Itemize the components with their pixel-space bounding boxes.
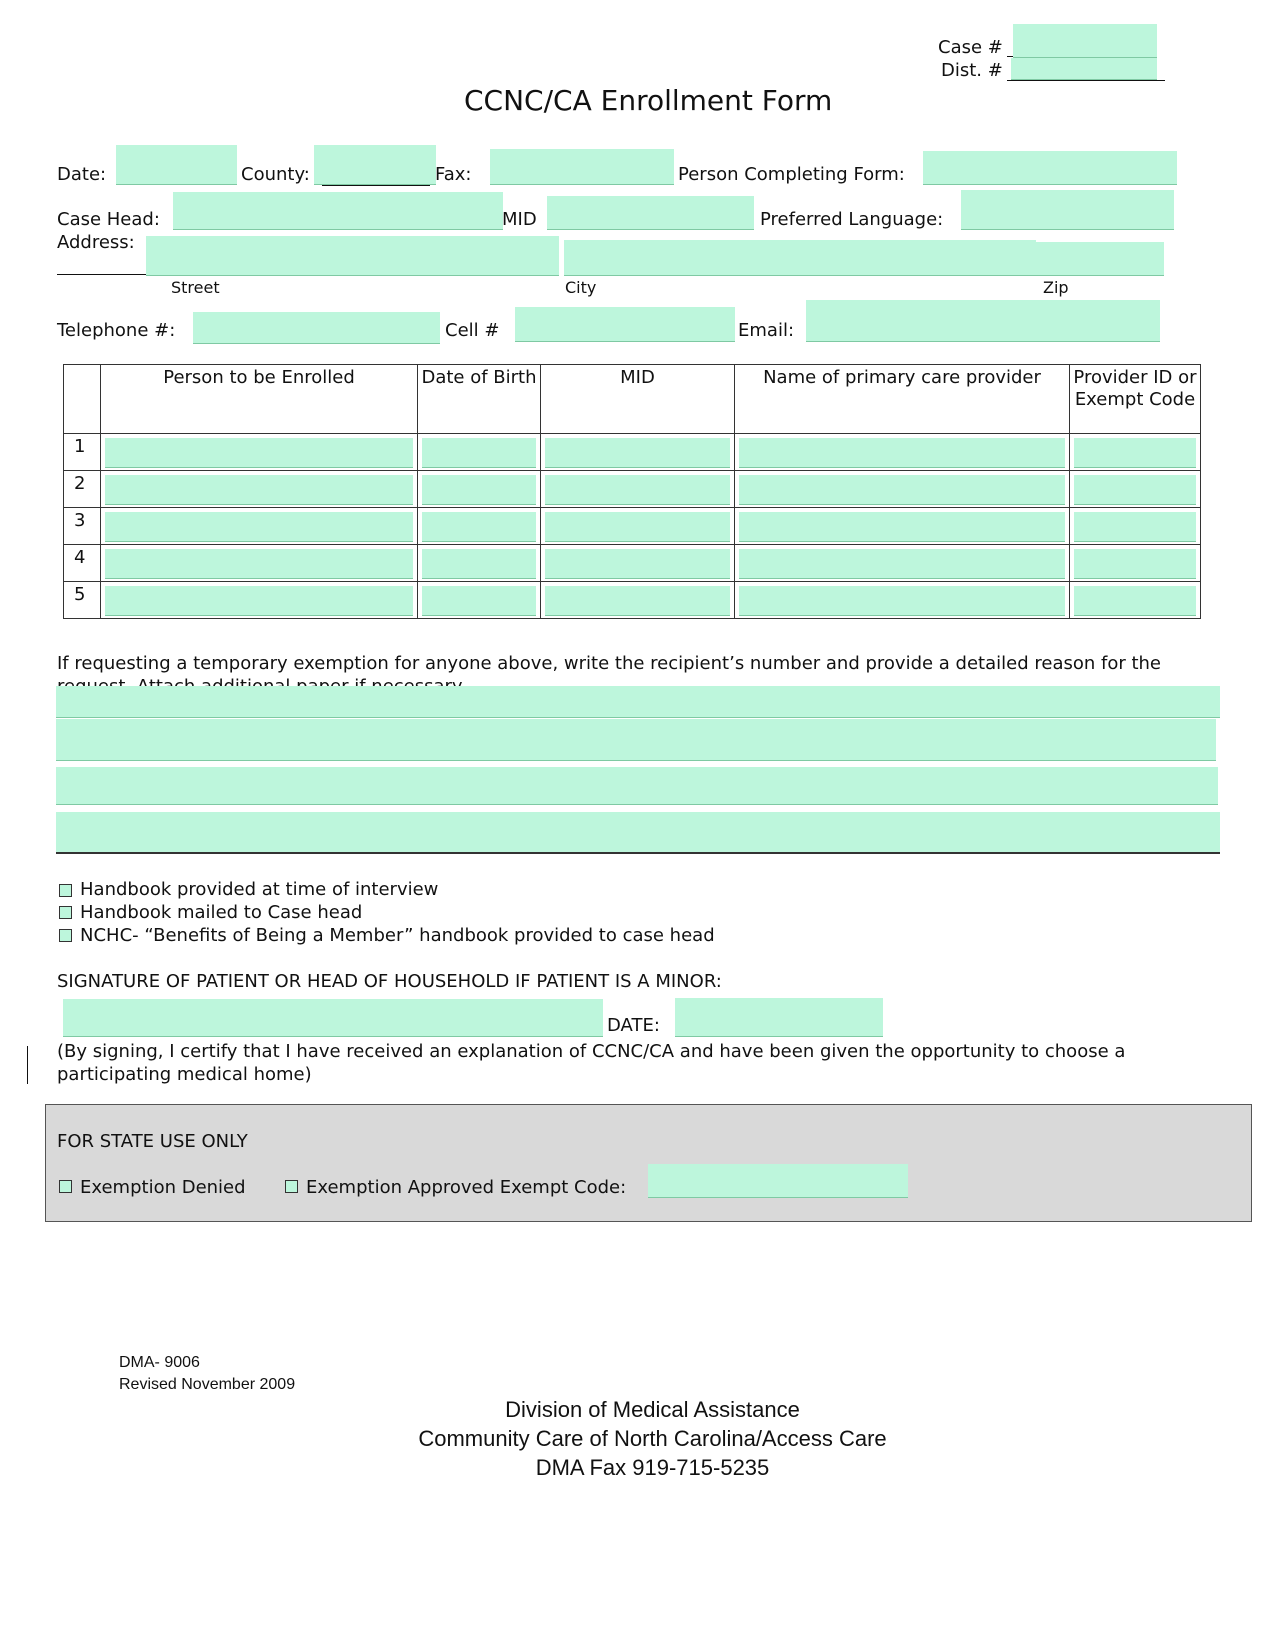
person-cell[interactable] (101, 545, 418, 582)
exemption-line-4[interactable] (56, 812, 1220, 854)
table-header-mid: MID (541, 365, 735, 434)
mid-cell[interactable] (541, 471, 735, 508)
cell-field[interactable] (515, 307, 735, 342)
revised-date: Revised November 2009 (119, 1376, 296, 1393)
row-number: 4 (64, 545, 101, 582)
exemption-instructions: If requesting a temporary exemption for anyone above, write the recipient’s number and provide a detailed reason for the (57, 653, 1162, 674)
preferred-language-field[interactable] (961, 190, 1174, 230)
table-header-provider: Name of primary care provider (735, 365, 1070, 434)
preferred-language-label: Preferred Language: (760, 209, 944, 230)
table-row (64, 582, 1201, 619)
nchc-handbook-checkbox[interactable] (59, 929, 72, 942)
fax-field[interactable] (490, 149, 674, 185)
row-number: 1 (64, 434, 101, 471)
mid-cell[interactable] (541, 508, 735, 545)
footer-fax: DMA Fax 919-715-5235 (535, 1455, 770, 1480)
date-label: Date: (57, 164, 107, 185)
exemption-denied-label: Exemption Denied (80, 1177, 246, 1198)
handbook-interview-checkbox[interactable] (59, 884, 72, 897)
exemption-approved-checkbox[interactable] (285, 1180, 298, 1193)
exempt-code-field[interactable] (648, 1164, 908, 1198)
provider-cell[interactable] (735, 545, 1070, 582)
person-cell[interactable] (101, 582, 418, 619)
enrollment-table (63, 364, 1201, 619)
zip-field[interactable] (1036, 242, 1164, 276)
row-number: 3 (64, 508, 101, 545)
provider-cell[interactable] (735, 508, 1070, 545)
telephone-field[interactable] (193, 312, 440, 344)
street-field[interactable] (146, 236, 559, 276)
street-caption: Street (171, 278, 220, 297)
city-caption: City (565, 278, 597, 297)
date-field[interactable] (116, 145, 237, 185)
table-row (64, 545, 1201, 582)
signature-field[interactable] (63, 999, 603, 1037)
email-label: Email: (738, 320, 795, 341)
footer-division: Division of Medical Assistance (505, 1397, 800, 1422)
person-completing-label: Person Completing Form: (678, 164, 905, 185)
address-underline (57, 254, 147, 275)
footer-program: Community Care of North Carolina/Access Care (418, 1426, 887, 1451)
certify-text: (By signing, I certify that I have received an explanation of CCNC/CA and have been given the opportunity to choose a participating medical home) (57, 1041, 1126, 1085)
table-header-number (64, 365, 101, 434)
telephone-label: Telephone #: (57, 320, 176, 341)
text-cursor (27, 1046, 28, 1084)
dob-cell[interactable] (418, 582, 541, 619)
exemption-denied-checkbox[interactable] (59, 1180, 72, 1193)
dob-cell[interactable] (418, 471, 541, 508)
case-number-label: Case # (938, 37, 1003, 58)
provider-id-cell[interactable] (1070, 508, 1201, 545)
fax-label: Fax: (435, 164, 472, 185)
provider-cell[interactable] (735, 434, 1070, 471)
form-title: CCNC/CA Enrollment Form (464, 84, 833, 117)
mid-cell[interactable] (541, 434, 735, 471)
person-cell[interactable] (101, 434, 418, 471)
county-label: County: (241, 164, 310, 185)
city-field[interactable] (564, 240, 1036, 276)
mid-cell[interactable] (541, 582, 735, 619)
provider-cell[interactable] (735, 582, 1070, 619)
case-head-label: Case Head: (57, 209, 160, 230)
dist-number-field[interactable] (1011, 58, 1157, 80)
row-number: 5 (64, 582, 101, 619)
person-completing-field[interactable] (923, 151, 1177, 185)
signature-date-field[interactable] (675, 998, 883, 1037)
person-cell[interactable] (101, 508, 418, 545)
email-field[interactable] (806, 300, 1160, 342)
mid-field[interactable] (547, 196, 754, 230)
zip-caption: Zip (1043, 278, 1069, 297)
case-head-field[interactable] (173, 192, 503, 230)
table-header-provider-id: Provider ID or Exempt Code (1070, 365, 1201, 434)
handbook-mailed-checkbox[interactable] (59, 906, 72, 919)
provider-id-cell[interactable] (1070, 582, 1201, 619)
case-number-field[interactable] (1013, 24, 1157, 58)
state-use-box (45, 1104, 1252, 1222)
exemption-approved-label: Exemption Approved Exempt Code: (306, 1177, 627, 1198)
exemption-line-2[interactable] (56, 719, 1216, 761)
provider-id-cell[interactable] (1070, 471, 1201, 508)
state-use-heading: FOR STATE USE ONLY (57, 1131, 248, 1152)
dob-cell[interactable] (418, 434, 541, 471)
dist-number-label: Dist. # (941, 60, 1003, 81)
county-field[interactable] (314, 145, 436, 185)
table-header-person: Person to be Enrolled (101, 365, 418, 434)
provider-id-cell[interactable] (1070, 545, 1201, 582)
row-number: 2 (64, 471, 101, 508)
person-cell[interactable] (101, 471, 418, 508)
address-label: Address: (57, 232, 135, 253)
cell-label: Cell # (445, 320, 500, 341)
signature-heading: SIGNATURE OF PATIENT OR HEAD OF HOUSEHOLD IF PATIENT IS A MINOR: (57, 971, 722, 992)
exemption-line-1[interactable] (56, 686, 1220, 718)
signature-date-label: DATE: (607, 1015, 660, 1036)
mid-label: MID (502, 209, 537, 230)
dob-cell[interactable] (418, 508, 541, 545)
table-header-row (64, 365, 1201, 434)
exemption-line-3[interactable] (56, 767, 1218, 805)
handbook-mailed-label: Handbook mailed to Case head (80, 902, 363, 923)
table-row (64, 434, 1201, 471)
form-number: DMA- 9006 (119, 1354, 200, 1371)
provider-id-cell[interactable] (1070, 434, 1201, 471)
table-row (64, 508, 1201, 545)
mid-cell[interactable] (541, 545, 735, 582)
nchc-handbook-label: NCHC- “Benefits of Being a Member” handbook provided to case head (80, 925, 715, 946)
handbook-interview-label: Handbook provided at time of interview (80, 879, 439, 900)
provider-cell[interactable] (735, 471, 1070, 508)
table-row (64, 471, 1201, 508)
table-header-dob: Date of Birth (418, 365, 541, 434)
dob-cell[interactable] (418, 545, 541, 582)
